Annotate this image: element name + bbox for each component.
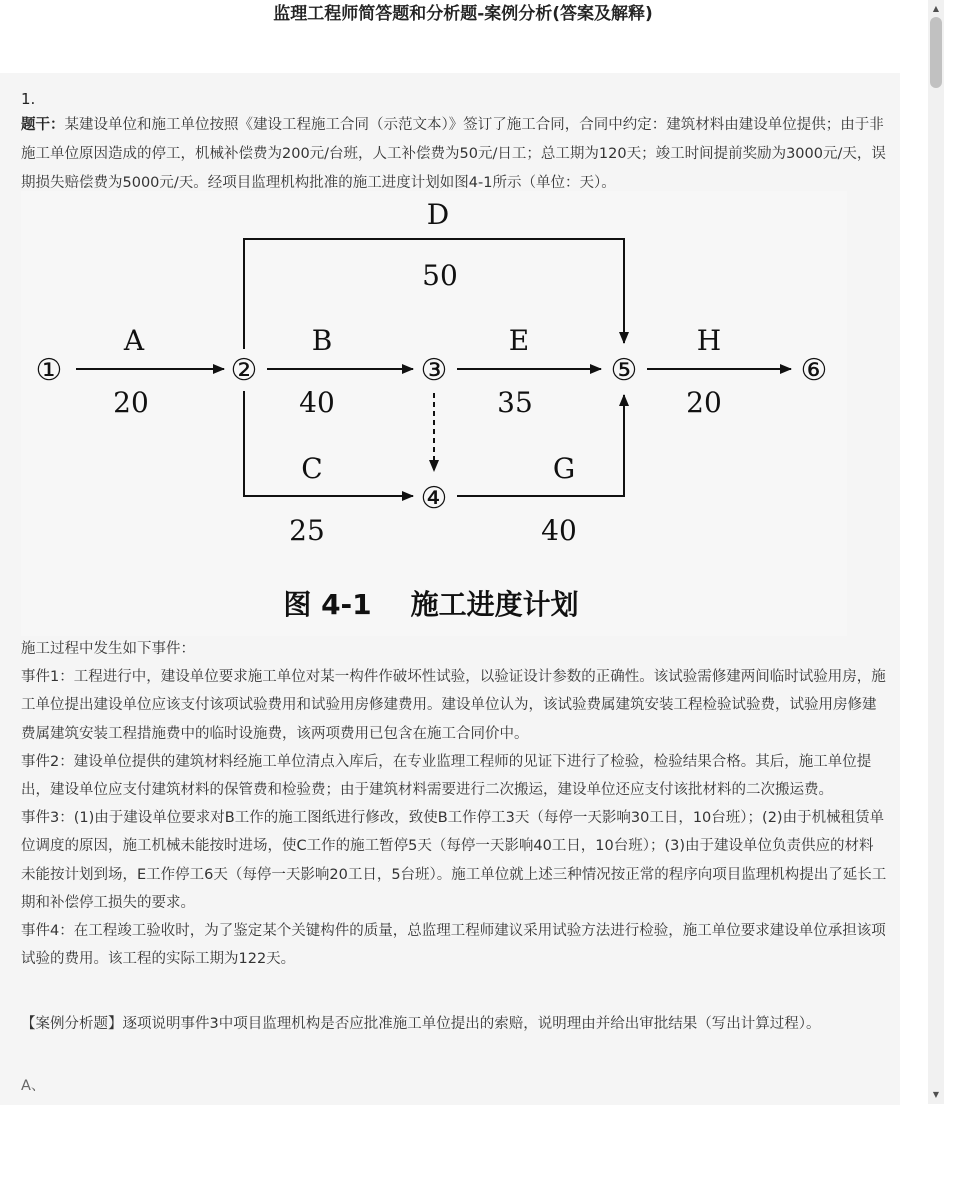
node-4: ④ bbox=[420, 481, 448, 516]
page-title: 监理工程师简答题和分析题-案例分析(答案及解释) bbox=[273, 4, 653, 24]
figure-caption: 图 4-1 施工进度计划 bbox=[283, 588, 579, 621]
label-c: C bbox=[301, 452, 323, 485]
label-g: G bbox=[552, 452, 576, 485]
vertical-scrollbar[interactable] bbox=[928, 0, 944, 1104]
network-diagram-figure bbox=[21, 191, 847, 636]
stem-label: 题干： bbox=[21, 117, 65, 133]
duration-d: 50 bbox=[422, 259, 458, 292]
analysis-question: 【案例分析题】逐项说明事件3中项目监理机构是否应批准施工单位提出的索赔，说明理由并给出审批结果（写出计算过程）。 bbox=[21, 1016, 821, 1032]
events-intro: 施工过程中发生如下事件： bbox=[21, 641, 195, 657]
question-number: 1. bbox=[21, 90, 36, 108]
stem-text: 某建设单位和施工单位按照《建设工程施工合同（示范文本）》签订了施工合同，合同中约定：建筑材料由建设单位提供；由于非施工单位原因造成的停工，机械补偿费为200元/台班，人工补偿费为50元/日工；总工期为120天；竣工时间提前奖励为3000元/天，误期损失赔偿费为5000元/天。经项目监理机构批准的施工进度计划如图4-1所示（单位：天）。 bbox=[21, 117, 886, 191]
network-diagram bbox=[21, 191, 847, 636]
node-2: ② bbox=[230, 353, 258, 388]
duration-e: 35 bbox=[497, 386, 533, 419]
duration-a: 20 bbox=[113, 386, 149, 419]
event-1: 事件1：工程进行中，建设单位要求施工单位对某一构件作破坏性试验，以验证设计参数的正确性。该试验需修建两间临时试验用房，施工单位提出建设单位应该支付该项试验费用和试验用房修建费用。建设单位认为，该试验费属建筑安装工程检验试验费，试验用房修建费属建筑安装工程措施费中的临时设施费，该两项费用已包含在施工合同价中。 bbox=[21, 669, 886, 742]
arrow-d bbox=[244, 239, 624, 349]
duration-g: 40 bbox=[541, 514, 577, 547]
scroll-up-arrow-icon[interactable]: ▲ bbox=[932, 4, 940, 13]
label-e: E bbox=[508, 324, 530, 357]
event-4: 事件4：在工程竣工验收时，为了鉴定某个关键构件的质量，总监理工程师建议采用试验方法进行检验，施工单位要求建设单位承担该项试验的费用。该工程的实际工期为122天。 bbox=[21, 923, 886, 968]
node-6: ⑥ bbox=[800, 353, 828, 388]
arrow-g bbox=[457, 395, 624, 496]
events-section bbox=[21, 635, 887, 973]
question-stem bbox=[21, 111, 887, 198]
event-3: 事件3：(1)由于建设单位要求对B工作的施工图纸进行修改，致使B工作停工3天（每停一天影响30工日，10台班）；(2)由于机械租赁单位调度的原因，施工机械未能按时进场，使C工作的施工暂停5天（每停一天影响40工日，10台班）；(3)由于建设单位负责供应的材料未能按计划到场，E工作停工6天（每停一天影响20工日，5台班）。施工单位就上述三种情况按正常的程序向项目监理机构提出了延长工期和补偿停工损失的要求。 bbox=[21, 810, 887, 911]
label-h: H bbox=[696, 324, 722, 357]
duration-b: 40 bbox=[299, 386, 335, 419]
scroll-down-arrow-icon[interactable]: ▼ bbox=[932, 1090, 940, 1099]
node-1: ① bbox=[35, 353, 63, 388]
label-a: A bbox=[123, 324, 145, 357]
label-b: B bbox=[311, 324, 333, 357]
label-d: D bbox=[426, 198, 450, 231]
event-2: 事件2：建设单位提供的建筑材料经施工单位清点入库后，在专业监理工程师的见证下进行了检验，检验结果合格。其后，施工单位提出，建设单位应支付建筑材料的保管费和检验费；由于建筑材料需要进行二次搬运，建设单位还应支付该批材料的二次搬运费。 bbox=[21, 753, 872, 799]
duration-c: 25 bbox=[289, 514, 325, 547]
node-3: ③ bbox=[420, 353, 448, 388]
question-card bbox=[0, 73, 900, 1105]
node-5: ⑤ bbox=[610, 353, 638, 388]
answer-option[interactable]: A、 bbox=[21, 1078, 46, 1094]
scroll-thumb[interactable] bbox=[930, 17, 942, 88]
duration-h: 20 bbox=[686, 386, 722, 419]
